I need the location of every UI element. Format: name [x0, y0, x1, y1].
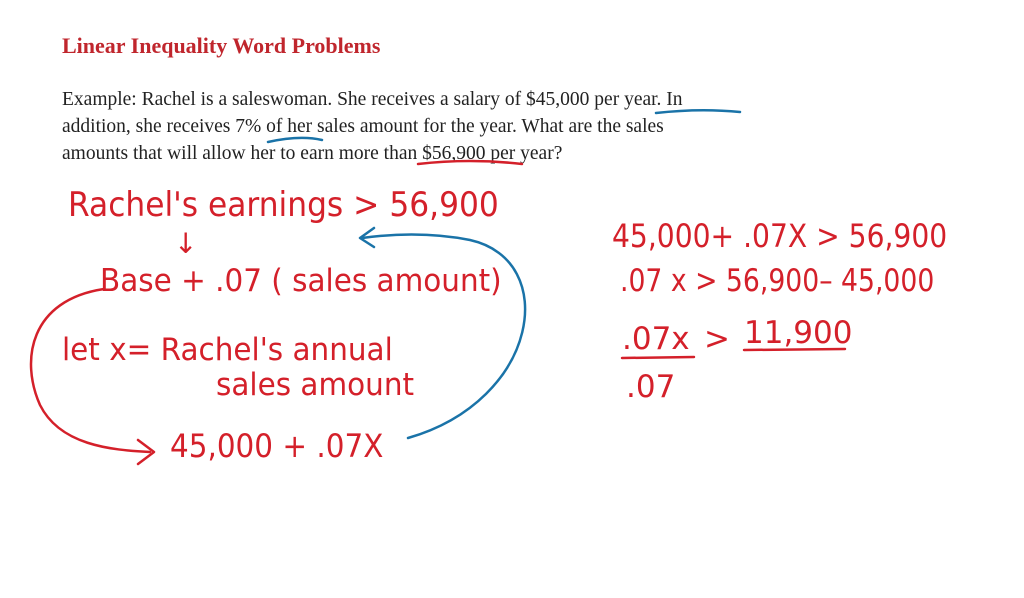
- problem-line-3: amounts that will allow her to earn more than $56,900 per year?: [62, 143, 563, 164]
- page-title: Linear Inequality Word Problems: [62, 33, 381, 58]
- hw-step-4: .07: [626, 369, 676, 405]
- red-loop-arrow: [31, 289, 150, 452]
- problem-line-2: addition, she receives 7% of her sales amount for the year. What are the sales: [62, 116, 664, 137]
- hw-down-arrow: ↓: [174, 227, 198, 260]
- hw-let-line-2: sales amount: [216, 367, 415, 403]
- underline-45000: [656, 110, 740, 113]
- hw-step-1: 45,000+ .07X > 56,900: [612, 217, 948, 255]
- underline-more-than: [418, 161, 522, 164]
- underline-7pct: [268, 138, 322, 142]
- hw-let-line-1: let x= Rachel's annual: [62, 332, 393, 368]
- hw-base-expression: Base + .07 ( sales amount): [100, 263, 502, 299]
- hw-step-3-gt: >: [704, 321, 730, 357]
- hw-expression: 45,000 + .07X: [170, 427, 384, 465]
- problem-line-1: Example: Rachel is a saleswoman. She receives a salary of $45,000 per year. In: [62, 89, 683, 110]
- underline-07x: [622, 357, 694, 358]
- hw-step-3-right: 11,900: [744, 315, 853, 351]
- hw-step-3-left: .07x: [622, 321, 690, 357]
- hw-earnings: Rachel's earnings > 56,900: [68, 185, 499, 225]
- hw-step-2: .07 x > 56,900– 45,000: [620, 263, 935, 299]
